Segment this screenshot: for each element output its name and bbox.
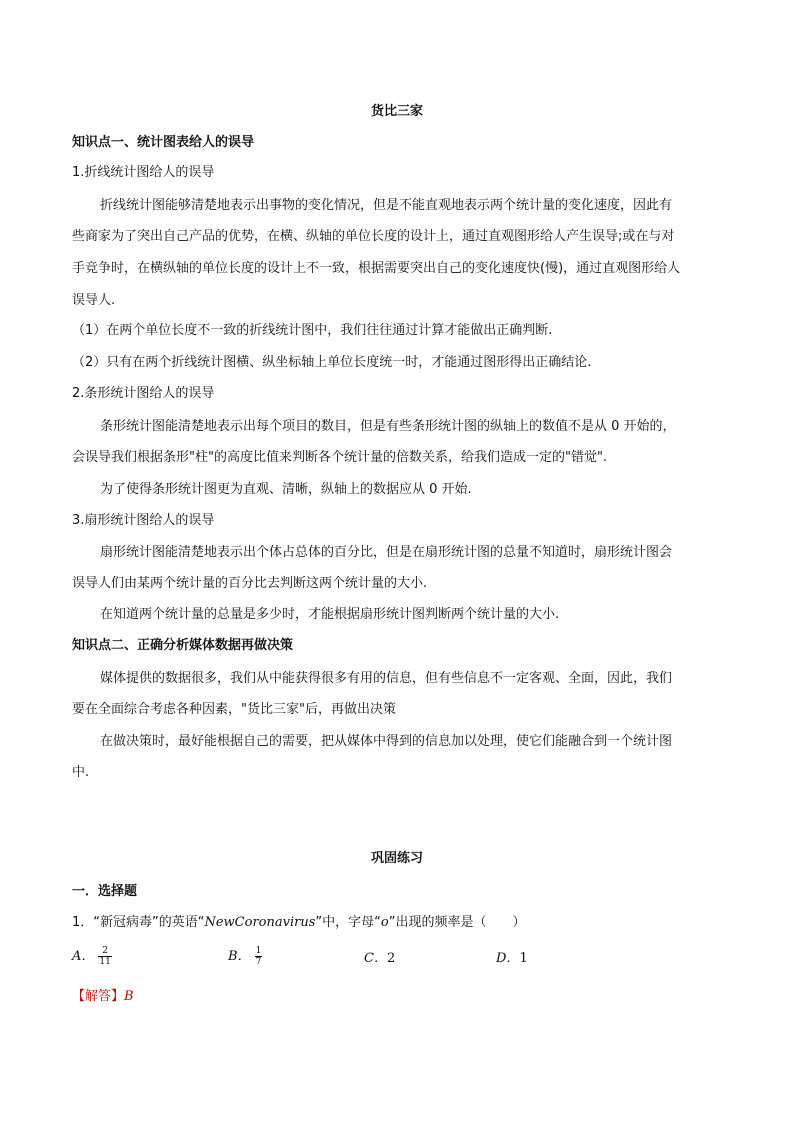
question-1: [72, 914, 525, 932]
practice-title: 巩固练习: [370, 851, 423, 866]
option-d-value: 1: [519, 951, 528, 966]
option-b-numerator: 1: [255, 946, 262, 956]
section-3-para-line: 误导人们由某两个统计量的百分比去判断这两个统计量的大小.: [72, 576, 428, 591]
kp2-para-line: 媒体提供的数据很多，我们从中能获得很多有用的信息，但有些信息不一定客观、全面，因此，我们: [100, 671, 673, 686]
option-a: [72, 946, 112, 967]
section-1-item-1: （1）在两个单位长度不一致的折线统计图中，我们往往通过计算才能做出正确判断.: [72, 323, 553, 338]
option-a-fraction: [98, 946, 111, 967]
kp2-para-line: 要在全面综合考虑各种因素，"货比三家"后，再做出决策: [72, 702, 396, 717]
option-c: [364, 950, 395, 968]
knowledge-point-2-heading: 知识点二、正确分析媒体数据再做决策: [72, 638, 294, 653]
option-b: [228, 946, 262, 967]
section-1-para-line: 误导人.: [72, 293, 116, 308]
section-1-para-line: 折线统计图能够清楚地表示出事物的变化情况，但是不能直观地表示两个统计量的变化速度，因此有: [100, 198, 673, 213]
section-1-heading: 1.折线统计图给人的误导: [72, 165, 215, 180]
section-1-item-2: （2）只有在两个折线统计图横、纵坐标轴上单位长度统一时，才能通过图形得出正确结论.: [72, 355, 592, 370]
section-1-para-line: 手竞争时，在横纵轴的单位长度的设计上不一致，根据需要突出自己的变化速度快(慢)，通过直观图形给人: [72, 261, 681, 276]
option-b-fraction: [255, 946, 263, 967]
answer: [72, 988, 134, 1006]
option-b-label: B．: [228, 949, 251, 964]
answer-label: 【解答】: [72, 989, 125, 1004]
question-1-mid: ”中，字母“: [315, 915, 381, 930]
kp2-para-line: 在做决策时，最好能根据自己的需要，把从媒体中得到的信息加以处理，使它们能融合到一个统计图: [100, 734, 673, 749]
option-d: [496, 950, 528, 968]
question-1-suffix: ”出现的频率是（ ）: [388, 915, 526, 930]
section-2-heading: 2.条形统计图给人的误导: [72, 386, 215, 401]
answer-value: B: [124, 989, 134, 1004]
option-a-numerator: 2: [98, 946, 111, 957]
section-3-para-2: 在知道两个统计量的总量是多少时，才能根据扇形统计图判断两个统计量的大小.: [100, 607, 560, 622]
section-3-para-line: 扇形统计图能清楚地表示出个体占总体的百分比，但是在扇形统计图的总量不知道时，扇形统计图会: [100, 545, 673, 560]
option-c-value: 2: [386, 951, 396, 966]
section-2-para-line: 条形统计图能清楚地表示出每个项目的数目，但是有些条形统计图的纵轴上的数值不是从 0 开始的，: [100, 419, 676, 434]
practice-section-heading: 一．选择题: [72, 884, 138, 899]
knowledge-point-1-heading: 知识点一、统计图表给人的误导: [72, 135, 255, 150]
question-1-letter: o: [380, 915, 389, 930]
option-c-label: C．: [364, 951, 387, 966]
option-b-denominator: 7: [255, 957, 262, 967]
option-a-denominator: 11: [99, 957, 111, 967]
doc-title: 货比三家: [370, 104, 423, 119]
section-3-heading: 3.扇形统计图给人的误导: [72, 513, 215, 528]
option-a-label: A．: [72, 949, 95, 964]
section-1-para-line: 些商家为了突出自己产品的优势，在横、纵轴的单位长度的设计上，通过直观图形给人产生误导;或在与对: [72, 229, 675, 244]
question-1-prefix: 1．“新冠病毒”的英语“: [72, 915, 205, 930]
kp2-para-line: 中.: [72, 765, 90, 780]
section-2-para-line: 会误导我们根据条形"柱"的高度比值来判断各个统计量的倍数关系，给我们造成一定的"错觉".: [72, 450, 608, 465]
section-2-para-2: 为了使得条形统计图更为直观、清晰，纵轴上的数据应从 0 开始.: [100, 482, 472, 497]
option-d-label: D．: [496, 951, 520, 966]
question-1-word: NewCoronavirus: [204, 915, 316, 930]
